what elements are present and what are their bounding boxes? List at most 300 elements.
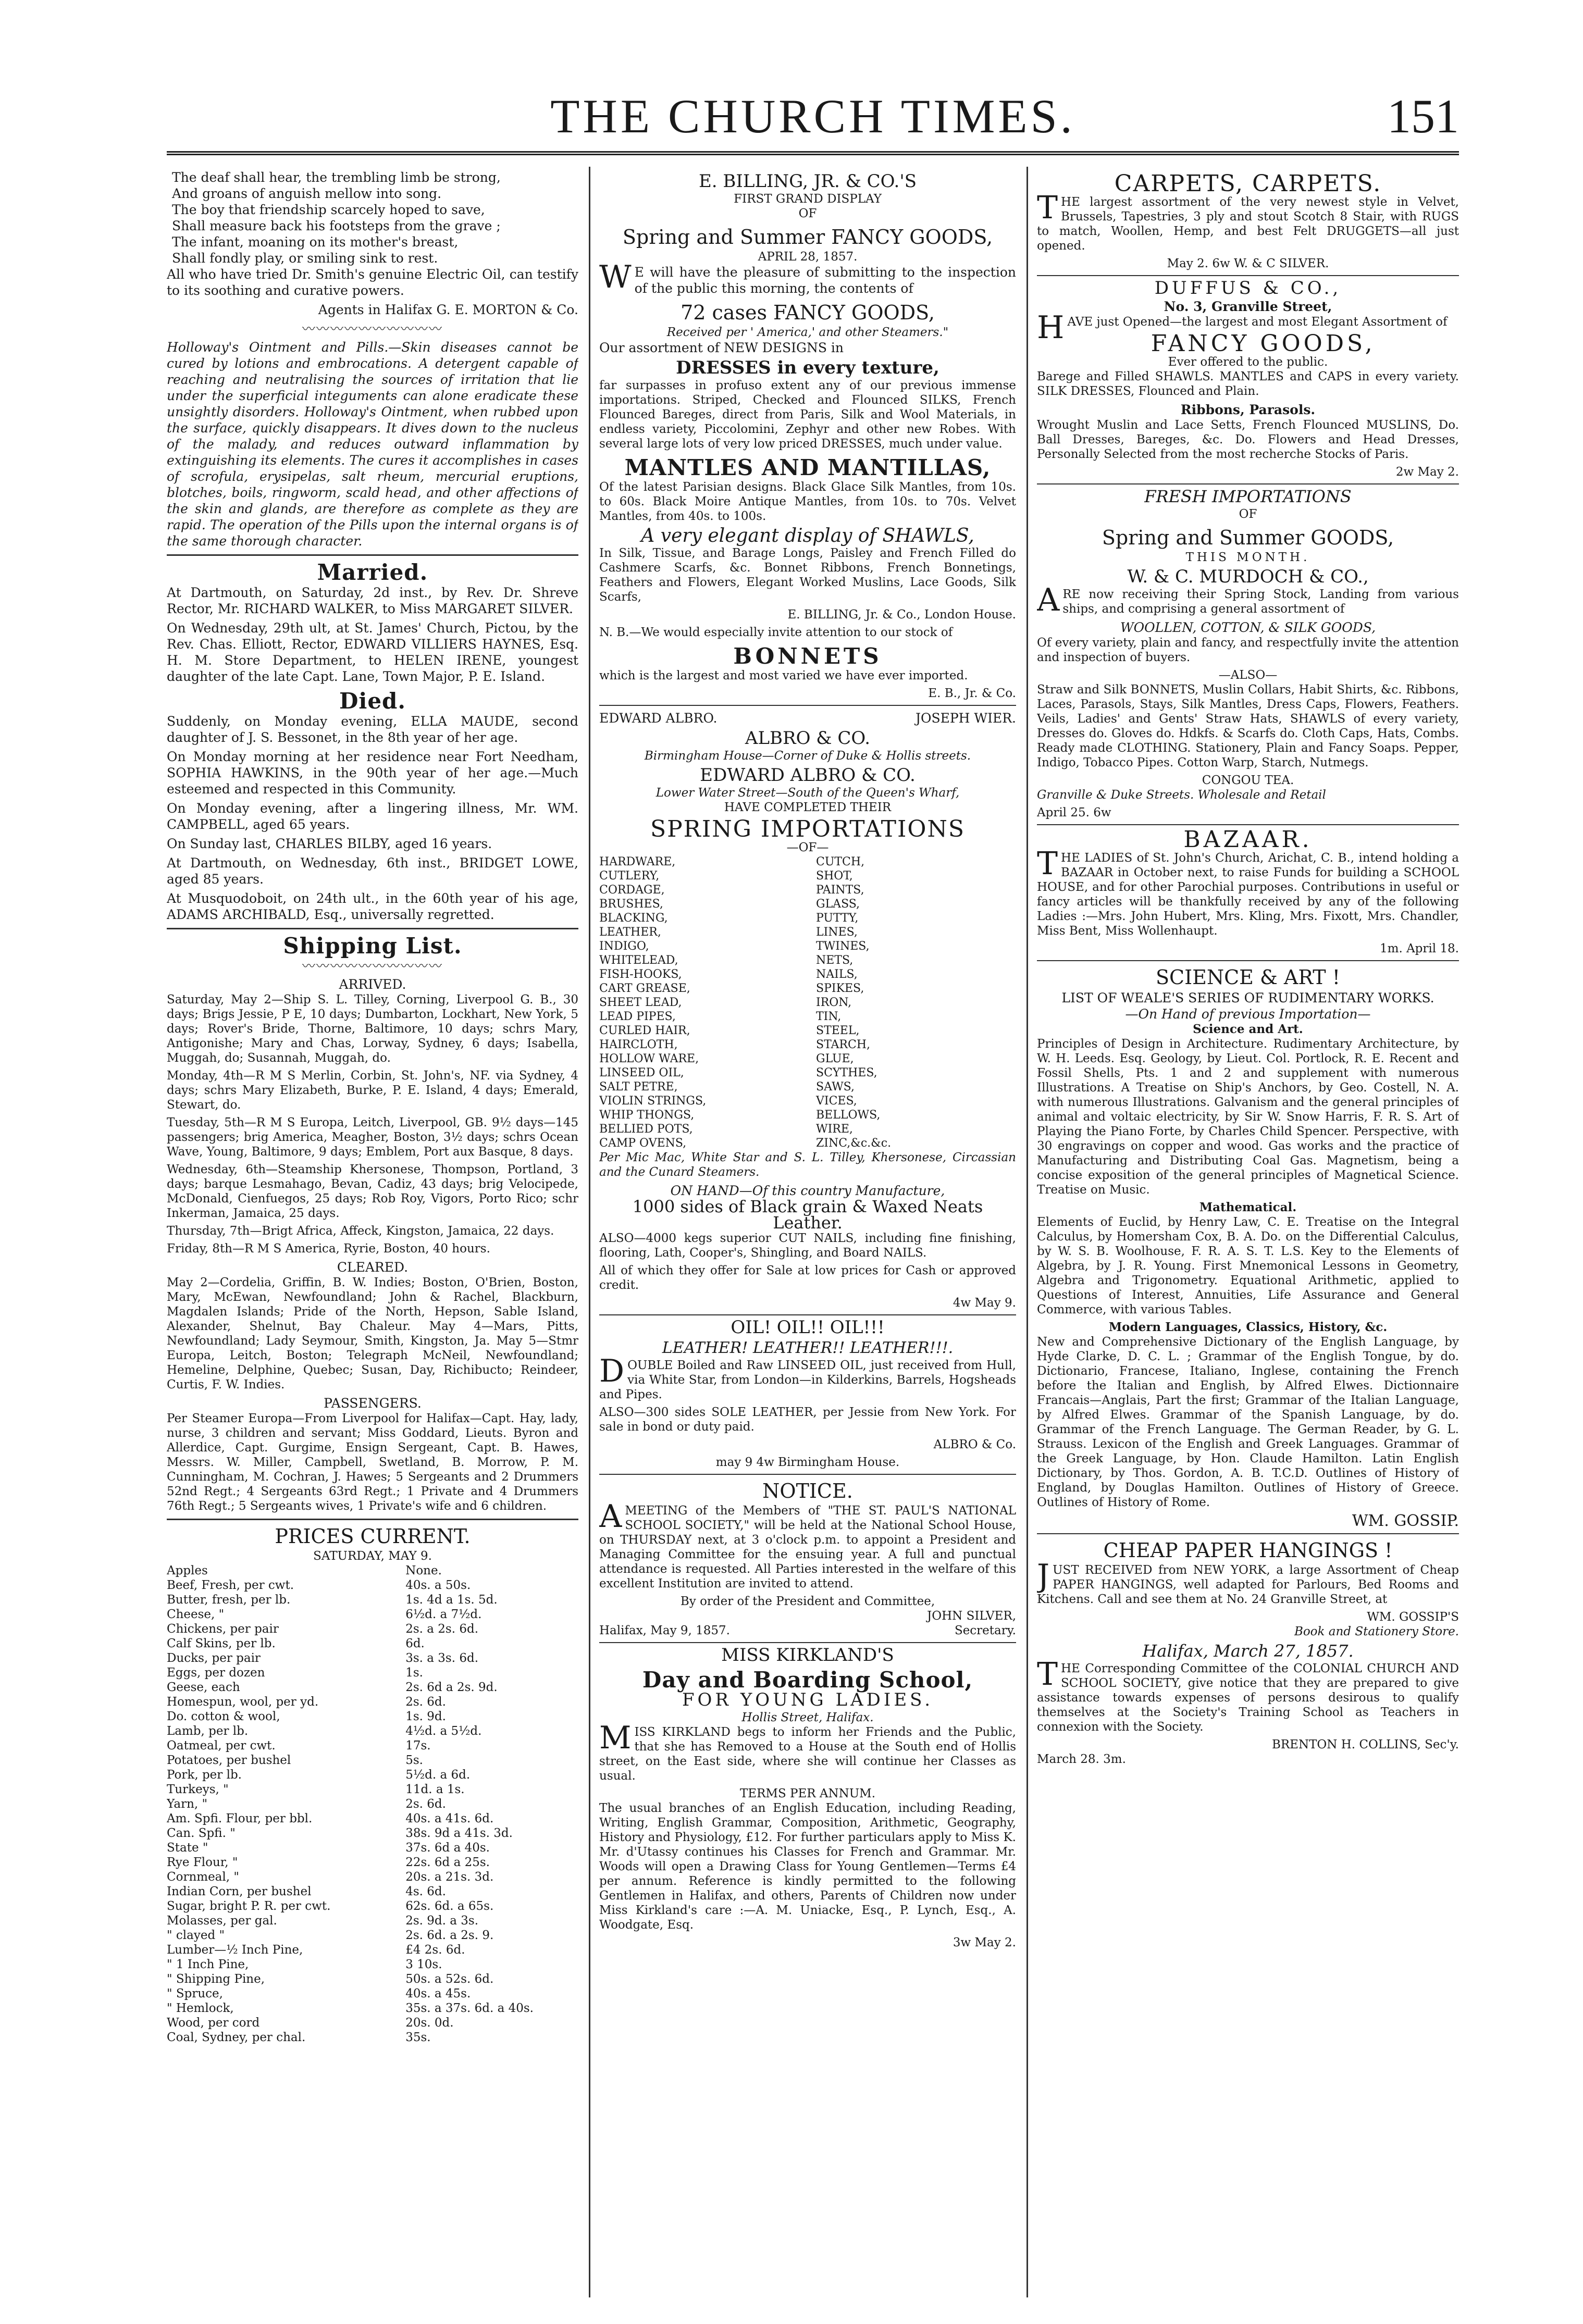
goods-item: HARDWARE, [599,855,676,868]
price-value: 11d. a 1s. [405,1783,465,1796]
died-entry: On Monday evening, after a lingering illness, Mr. WM. CAMPBELL, aged 65 years. [167,801,578,832]
page-number: 151 [1387,90,1459,143]
cleared-heading: CLEARED. [337,1260,409,1275]
goods-list-right [816,855,1016,1150]
paper-text: JUST RECEIVED from NEW YORK, a large Assortment of Cheap PAPER HANGINGS, well adapted for Parlours, Bed Rooms and Kitchens. Call and see them at No. 24 Granville Street, at [1037,1558,1459,1606]
price-value: 2s. a 2s. 6d. [405,1622,479,1636]
price-row [167,1884,578,1899]
carpets-signature: May 2. 6w W. & C SILVER. [1167,257,1329,270]
price-item: Ducks, per pair [167,1651,261,1665]
died-list [167,713,578,923]
price-value: 5s. [405,1754,423,1767]
price-value: £4 2s. 6d. [405,1943,465,1957]
weale-science-art: Science and Art. [1193,1022,1303,1036]
sale-terms: All of which they offer for Sale at low prices for Cash or approved credit. [599,1264,1016,1292]
price-item: Eggs, per dozen [167,1666,265,1680]
price-item: " Spruce, [167,1987,223,2000]
price-value: 2s. 6d. [405,1695,446,1709]
goods-item: BELLOWS, [816,1109,881,1122]
masthead [167,89,1459,146]
price-item: Cornmeal, " [167,1870,239,1884]
colonial-date: March 28. 3m. [1037,1753,1126,1766]
fresh-of: OF [1239,507,1257,521]
poem-line: Shall measure back his footsteps from the grave ; [172,218,501,233]
arrived-entry: Friday, 8th—R M S America, Ryrie, Boston, 40 hours. [167,1242,490,1256]
spring-of: —OF— [786,841,829,854]
price-row [167,1913,578,1928]
shawls-text: In Silk, Tissue, and Barage Longs, Paisley and French Filled do Cashmere Scarfs, &c. Bonnet Ribbons, French Bonnetings, Feathers and Flowers, Elegant Worked Muslins, Lace Goods, Silk Scarfs, [599,546,1016,604]
goods-item: WIRE, [816,1123,853,1136]
bonnets-heading: BONNETS [733,643,882,669]
goods-item: CAMP OVENS, [599,1137,687,1150]
billing-title: E. BILLING, JR. & CO.'S [698,171,917,192]
goods-item: ZINC,&c.&c. [816,1137,892,1150]
bazaar-heading: BAZAAR. [1183,826,1313,853]
poem-line: The deaf shall hear, the trembling limb be strong, [172,170,501,185]
price-item: " Shipping Pine, [167,1972,265,1986]
cleared-text: May 2—Cordelia, Griffin, B. W. Indies; Boston, O'Brien, Boston, Mary, McEwan, Newfoundland; John & Rachel, Blackburn, Magdalen Islands; Pride of the North, Hepson, Sable Island, Alexander, Shelnut, Bay Chaleur. May 4—Mars, Pitts, Newfoundland; Lady Seymour, Smith, Kingston, Ja. May 5—Stmr Europa, Leitch, Boston; Telegraph McNeil, Newfoundland; Hemeline, Delphine, Quebec; Susan, Day, Richibucto; Reindeer, Curtis, F. W. Indies. [167,1276,578,1391]
albro-have: HAVE COMPLETED THEIR [724,801,892,814]
billing-date: APRIL 28, 1857. [758,250,858,264]
price-value: 38s. 9d a 41s. 3d. [405,1826,513,1840]
divider [599,1642,1016,1643]
goods-item: BLACKING, [599,912,668,925]
divider [167,928,578,929]
colonial-signature: BRENTON H. COLLINS, Sec'y. [1271,1738,1459,1751]
fancy-goods-heading: FANCY GOODS, [1151,330,1376,357]
price-row [167,1607,578,1622]
price-row [167,1826,578,1841]
price-row [167,2016,578,2030]
goods-item: VIOLIN STRINGS, [599,1095,707,1108]
arrived-entry: Tuesday, 5th—R M S Europa, Leitch, Liverpool, GB. 9½ days—145 passengers; brig America, Meagher, Boston, 3½ days; schrs Ocean Wave, Young, Baltimore, 9 days; Emblem, Port aux Basque, 8 days. [167,1116,578,1159]
albro-address-2: Lower Water Street—South of the Queen's Wharf, [656,786,960,800]
arrived-entry: Saturday, May 2—Ship S. L. Tilley, Corning, Liverpool G. B., 30 days; Brigs Jessie, P E, 10 days; Dumbarton, Lockhart, New York, 5 days; Rover's Bride, Thorne, Baltimore, 10 days; schrs Mary, Antigonishe; Mary and Chas, Lorway, Sydney, 6 days; Isabella, Muggah, do; Susannah, Muggah, do. [167,993,578,1065]
terms-text: The usual branches of an English Education, including Reading, Writing, English Grammar, Composition, Arithmetic, Geography, History and Physiology, £12. For further particulars apply to Miss K. Mr. d'Utassy continues his Classes for French and Grammar. Mr. Woods will open a Drawing Class for Young Gentlemen—Terms £4 per annum. Reference is kindly permitted to the following Gentlemen in Halifax, and others, Parents of Children now under Miss Kirkland's care :—A. M. Uniacke, Esq., P. Lynch, Esq., A. Woodgate, Esq. [599,1801,1016,1932]
price-row [167,1841,578,1855]
murdoch-text: ARE now receiving their Spring Stock, Landing from various ships, and comprising a general assortment of [1037,582,1459,618]
price-value: 50s. a 52s. 6d. [405,1972,494,1986]
fancy-date: 2w May 2. [1395,465,1459,479]
price-value: None. [405,1564,442,1577]
goods-item: TWINES, [816,940,870,953]
price-row [167,1622,578,1636]
divider [167,1519,578,1520]
prices-table [167,1563,578,2045]
divider [599,705,1016,706]
divider [599,1474,1016,1475]
price-row [167,1724,578,1738]
price-row [167,1651,578,1666]
price-item: Homespun, wool, per yd. [167,1695,319,1709]
goods-item: LEATHER, [599,926,661,939]
price-row [167,1709,578,1724]
holloway-ad: Holloway's Ointment and Pills.—Skin diseases cannot be cured by lotions and embrocations. A detergent capable of reaching and neutralising the sources of irritation that lie under the superficial integuments can alone eradicate these unsightly disorders. Holloway's Ointment, when rubbed upon the surface, quickly disappears. It dives down to the nucleus of the malady, and reduces outward inflammation by extinguishing its elements. The cures it accomplishes in cases of scrofula, erysipelas, salt rheum, mercurial eruptions, blotches, boils, ringworm, scald head, and other affections of the skin and glands, are therefore as complete as they are rapid. The operation of the Pills upon the internal organs is of the same thorough character. [167,340,578,549]
kirkland-text: MISS KIRKLAND begs to inform her Friends and the Public, that she has Removed to a House at the South end of Hollis street, on the East side, where she will continue her Classes as usual. [599,1720,1016,1783]
price-row [167,1578,578,1593]
notice-heading: NOTICE. [762,1480,853,1502]
nb-note: N. B.—We would especially invite attention to our stock of [599,626,953,639]
murdoch-list: Straw and Silk BONNETS, Muslin Collars, Habit Shirts, &c. Ribbons, Laces, Parasols, Stays, Silk Mantles, Dress Caps, Flowers, Feathers. Veils, Ladies' and Gents' Straw Hats, SHAWLS of every variety, Dresses do. Gloves do. Hdkfs. & Scarfs do. Cloth Caps, Hats, Combs. Ready made CLOTHING. Stationery, Plain and Fancy Soaps. Pepper, Indigo, Tobacco Pipes. Cotton Warp, Starch, Nutmegs. [1037,683,1459,769]
murdoch-goods: WOOLLEN, COTTON, & SILK GOODS, [1120,620,1376,635]
arrived-list [167,992,578,1256]
fresh-month: THIS MONTH. [1185,551,1310,564]
price-row [167,1768,578,1782]
wavy-divider: 〰〰〰〰〰〰〰〰〰〰 [302,959,443,974]
goods-item: CURLED HAIR, [599,1024,690,1037]
arrived-entry: Wednesday, 6th—Steamship Khersonese, Thompson, Portland, 3 days; barque Lesmahago, Bevan, Cadiz, 43 days; brig Velocipede, McDonald, Cienfuegos, 25 days; Rob Roy, Vigors, Porto Rico; schr Inkerman, Jamaica, 25 days. [167,1163,578,1220]
albro-signature-2: may 9 4w Birmingham House. [715,1456,900,1469]
sole-leather-text: ALSO—300 sides SOLE LEATHER, per Jessie from New York. For sale in bond or duty paid. [599,1406,1016,1434]
price-item: Yarn, " [167,1797,208,1811]
goods-item: CORDAGE, [599,884,665,897]
halifax-date: Halifax, March 27, 1857. [1142,1641,1354,1661]
price-item: Potatoes, per bushel [167,1754,291,1767]
albro-left: EDWARD ALBRO. [599,711,718,726]
kirkland-street: Hollis Street, Halifax. [741,1711,874,1724]
price-value: 4s. 6d. [405,1885,446,1898]
murdoch-also: —ALSO— [1218,668,1278,682]
goods-item: STEEL, [816,1024,860,1037]
arrived-heading: ARRIVED. [339,977,406,992]
price-row [167,1680,578,1695]
oil-heading: OIL! OIL!! OIL!!! [731,1317,885,1338]
bonnets-text: which is the largest and most varied we have ever imported. [599,669,968,682]
shipping-heading: Shipping List. [283,933,462,959]
goods-item: SHEET LEAD, [599,996,682,1009]
prices-date: SATURDAY, MAY 9. [313,1549,432,1563]
mantles-heading: MANTLES AND MANTILLAS, [624,455,991,480]
price-row [167,1753,578,1768]
goods-item: STARCH, [816,1038,871,1051]
terms-date: 3w May 2. [953,1936,1016,1949]
on-hand: ON HAND—Of this country Manufacture, [670,1183,945,1198]
prices-heading: PRICES CURRENT. [275,1525,471,1548]
column-3 [1037,169,1459,2295]
died-entry: On Monday morning at her residence near Fort Needham, SOPHIA HAWKINS, in the 90th year of her age.—Much esteemed and respected in this Community. [167,749,578,797]
price-value: 35s. a 37s. 6d. a 40s. [405,2002,534,2015]
married-heading: Married. [317,560,428,585]
billing-sub-of: OF [798,207,817,220]
poem-line: And groans of anguish mellow into song. [172,186,442,201]
duffus-text: HAVE just Opened—the largest and most Elegant Assortment of [1037,309,1448,346]
albro-right: JOSEPH WIER. [915,711,1016,726]
price-value: 2s. 6d. a 2s. 9. [405,1929,494,1942]
paper-heading: CHEAP PAPER HANGINGS ! [1103,1539,1393,1562]
died-entry: Suddenly, on Monday evening, ELLA MAUDE, second daughter of J. S. Bessonet, in the 8th year of her age. [167,714,578,745]
price-value: 62s. 6d. a 65s. [405,1899,494,1913]
poem-line: Shall fondly play, or smiling sink to rest. [172,251,438,266]
goods-item: SCYTHES, [816,1066,877,1079]
married-entry: On Wednesday, 29th ult, at St. James' Church, Pictou, by the Rev. Chas. Elliott, Rector, EDWARD VILLIERS HAYNES, Esq. H. M. Store Department, to HELEN IRENE, youngest daughter of the late Capt. Lane, Town Major, P. E. Island. [167,620,578,684]
poem-line: The boy that friendship scarcely hoped to save, [172,202,485,217]
price-item: Lumber—½ Inch Pine, [167,1943,303,1957]
price-row [167,1695,578,1709]
price-item: Pork, per lb. [167,1768,242,1782]
price-row [167,1811,578,1826]
notice-name: JOHN SILVER, [927,1609,1016,1623]
electric-oil-agents: Agents in Halifax G. E. MORTON & Co. [318,302,578,317]
goods-item: HAIRCLOTH, [599,1038,678,1051]
column-2 [599,169,1016,2295]
goods-item: LEAD PIPES, [599,1010,676,1023]
electric-oil-ad: All who have tried Dr. Smith's genuine Electric Oil, can testify to its soothing and curative powers. [167,267,578,298]
notice-footer [599,1623,1016,1638]
price-item: " Hemlock, [167,2002,234,2015]
price-value: 40s. a 45s. [405,1987,471,2000]
wavy-divider: 〰〰〰〰〰〰〰〰〰〰 [302,321,443,337]
weale-heading: LIST OF WEALE'S SERIES OF RUDIMENTARY WORKS. [1061,990,1434,1005]
goods-item: LINSEED OIL, [599,1066,684,1079]
mantles-text: Of the latest Parisian designs. Black Glace Silk Mantles, from 10s. to 60s. Black Moire Antique Mantles, from 10s. to 70s. Velvet Mantles, from 40s. to 100s. [599,480,1016,523]
price-value: 37s. 6d a 40s. [405,1841,490,1855]
price-row [167,1666,578,1680]
goods-item: NETS, [816,954,854,967]
murdoch-text-2: Of every variety, plain and fancy, and respectfully invite the attention and inspection of buyers. [1037,636,1459,664]
terms-heading: TERMS PER ANNUM. [739,1787,876,1800]
price-row [167,1957,578,1972]
price-item: " 1 Inch Pine, [167,1958,249,1971]
price-item: Calf Skins, per lb. [167,1637,276,1650]
price-item: Indian Corn, per bushel [167,1885,312,1898]
died-entry: On Sunday last, CHARLES BILBY, aged 16 years. [167,836,492,851]
billing-details: far surpasses in profuso extent any of our previous immense importations. Striped, Checked and Flounced SILKS, French Flounced Bareges, direct from Paris, Silk and Wool Materials, in endless variety, Piccolomini, Zephyr and other new Robes. With several large lots of very low priced DRESSES, much under value. [599,379,1016,451]
price-item: State " [167,1841,208,1855]
price-value: 2s. 6d. [405,1797,446,1811]
price-item: Chickens, per pair [167,1622,279,1636]
goods-list [599,855,1016,1150]
goods-item: BRUSHES, [599,898,663,911]
weale-languages: Modern Languages, Classics, History, &c. [1108,1320,1388,1334]
died-entry: At Dartmouth, on Wednesday, 6th inst., BRIDGET LOWE, aged 85 years. [167,855,578,887]
price-row [167,2001,578,2016]
price-row [167,1636,578,1651]
price-item: Beef, Fresh, per cwt. [167,1579,294,1592]
price-value: 2s. 6d a 2s. 9d. [405,1681,498,1694]
price-item: Oatmeal, per cwt. [167,1739,276,1753]
poem-line: The infant, moaning on its mother's breast, [172,234,459,250]
price-value: 6½d. a 7½d. [405,1608,482,1621]
died-heading: Died. [339,688,406,714]
billing-intro: WE will have the pleasure of submitting to the inspection of the public this morning, the contents of [599,259,1016,296]
notice-role: Secretary. [954,1624,1016,1637]
bonnets-signature: E. B., Jr. & Co. [928,687,1016,700]
column-divider [1027,167,1028,2297]
married-entry: At Dartmouth, on Saturday, 2d inst., by Rev. Dr. Shreve Rector, Mr. RICHARD WALKER, to Miss MARGARET SILVER. [167,585,578,616]
masthead-rule [167,151,1459,155]
newspaper-title: THE CHURCH TIMES. [550,90,1075,143]
billing-received: Received per ' America,' and other Steamers." [666,326,949,339]
paper-signature-2: Book and Stationery Store. [1294,1625,1459,1638]
notice-text: AMEETING of the Members of "THE ST. PAUL'S NATIONAL SCHOOL SOCIETY," will be held at the National School House, on THURSDAY next, at 3 o'clock p.m. to appoint a President and Managing Committee for the ensuing year. A full and punctual attendance is requested. All Parties interested in the welfare of this excellent Institution are invited to attend. [599,1498,1016,1590]
goods-item: GLUE, [816,1052,854,1065]
price-value: 3s. a 3s. 6d. [405,1651,479,1665]
goods-item: IRON, [816,996,852,1009]
goods-item: SPIKES, [816,982,864,995]
price-item: Sugar, bright P. R. per cwt. [167,1899,331,1913]
goods-item: SALT PETRE, [599,1080,678,1093]
goods-item: FISH-HOOKS, [599,968,682,981]
colonial-text: THE Corresponding Committee of the COLONIAL CHURCH AND SCHOOL SOCIETY, give notice that they are prepared to give assistance towards expenses of persons desirous to qualify themselves at the Society's Training School as Teachers in connexion with the Society. [1037,1656,1459,1734]
column-1 [167,169,578,2295]
billing-dresses: DRESSES in every texture, [676,357,939,378]
price-value: 3 10s. [405,1958,442,1971]
price-item: Turkeys, " [167,1783,229,1796]
price-item: Apples [167,1564,208,1577]
goods-list-left [599,855,799,1150]
price-value: 40s. a 50s. [405,1579,471,1592]
kirkland-school: Day and Boarding School, [642,1667,973,1693]
paper-signature: WM. GOSSIP'S [1367,1610,1459,1624]
weale-languages-list: New and Comprehensive Dictionary of the English Language, by Hyde Clarke, D. C. L. ; Grammar of the English Tongue, by do. Dictionario, Francese, Italiano, Inglese, containing the French before the Italian and English, by Alfred Elwes. Dictionnaire Francais—Anglais, Part the first; Grammar of the Italian Language, by Alfred Elwes. Grammar of the Spanish Language, by do. Grammar of the French Language. The German Reader, by G. L. Strauss. Lexicon of the English and Greek Languages. Grammar of the Greek Language, by Hon. Claude Hamilton. Latin English Dictionary, by Thos. Gordon, A. B. T.C.D. Outlines of History of England, by Douglas Hamilton. Outlines of History of Greece. Outlines of History of Rome. [1037,1335,1459,1509]
goods-item: WHIP THONGS, [599,1109,695,1122]
goods-item: INDIGO, [599,940,649,953]
murdoch-address: Granville & Duke Streets. Wholesale and Retail [1037,788,1326,802]
goods-item: BELLIED POTS, [599,1123,693,1136]
bazaar-date: 1m. April 18. [1380,942,1459,955]
goods-item: VICES, [816,1095,857,1108]
albro-name-2: EDWARD ALBRO & CO. [700,765,916,786]
price-item: Cheese, " [167,1608,225,1621]
price-item: Coal, Sydney, per chal. [167,2031,306,2044]
murdoch-date: April 25. 6w [1037,806,1111,819]
price-item: Lamb, per lb. [167,1724,249,1738]
albro-address: Birmingham House—Corner of Duke & Hollis streets. [644,749,971,763]
died-entry: At Musquodoboit, on 24th ult., in the 60th year of his age, ADAMS ARCHIBALD, Esq., universally regretted. [167,891,578,922]
carpets-text: THE largest assortment of the very newest style in Velvet, Brussels, Tapestries, 3 ply and stout Scotch 8 Stair, with RUGS to match, Woollen, Hemp, and best Felt DRUGGETS—all just opened. [1037,190,1459,253]
divider [1037,275,1459,276]
price-value: 1s. 4d a 1s. 5d. [405,1593,498,1607]
price-row [167,1943,578,1957]
divider [1037,960,1459,961]
goods-item: SHOT, [816,869,853,883]
poem [167,169,578,266]
weale-science-list: Principles of Design in Architecture. Rudimentary Architecture, by W. H. Leeds. Esq. Geology, by Lieut. Col. Portlock, R. E. Recent and Fossil Shells, Pts. 1 and 2 and supplement with numerous Illustrations. A Treatise on Ship's Anchors, by Geo. Costell, N. A. with numerous Illustrations. Galvanism and the general principles of animal and voltaic electricity, by Sir W. Snow Harris, F. R. S. Art of Playing the Piano Forte, by Charles Child Spencer. Perspective, with 30 engravings on copper and wood. Gas works and the practice of Manufacturing and Distributing Coal Gas. Magnetism, being a concise exposition of the general principles of Magnetical Science. Treatise on Music. [1037,1037,1459,1197]
notice-date: Halifax, May 9, 1857. [599,1624,730,1637]
duffus-heading: DUFFUS & CO., [1154,278,1342,299]
price-row [167,1986,578,2001]
price-value: 40s. a 41s. 6d. [405,1812,494,1825]
carpets-heading: CARPETS, CARPETS. [1114,170,1382,197]
divider [1037,824,1459,825]
divider [1037,483,1459,484]
goods-item: LINES, [816,926,858,939]
price-item: Am. Spfi. Flour, per bbl. [167,1812,313,1825]
divider [167,554,578,556]
goods-item: WHITELEAD, [599,954,678,967]
price-row [167,1855,578,1870]
linseed-text: DOUBLE Boiled and Raw LINSEED OIL, just received from Hull, via White Star, from London—in Kilderkins, Barrels, Hogsheads and Pipes. [599,1353,1016,1401]
divider [1037,1533,1459,1534]
passengers-heading: PASSENGERS. [324,1396,422,1411]
spring-heading: SPRING IMPORTATIONS [650,816,966,842]
price-row [167,1899,578,1913]
goods-item: PAINTS, [816,884,864,897]
price-item: Molasses, per gal. [167,1914,277,1928]
price-value: 1s. 9d. [405,1710,446,1723]
leather-sides: 1000 sides of Black grain & Waxed Neats Leather. [632,1197,983,1233]
weale-math: Mathematical. [1199,1200,1297,1214]
divider [599,1314,1016,1315]
price-item: Geese, each [167,1681,240,1694]
married-list [167,585,578,685]
fancy-goods-sub: Ever offered to the public. [1168,355,1328,369]
passengers-text: Per Steamer Europa—From Liverpool for Halifax—Capt. Hay, lady, nurse, 3 children and servant; Miss Goddard, Lieuts. Byron and Allerdice, Capt. Gurgime, Ensign Sergeant, Capt. B. Hawes, Messrs. W. Miller, Campbell, Swetland, B. Morrow, P. M. Cunningham, M. Cochran, J. Hawes; 5 Sergeants and 2 Drummers 52nd Regt.; 4 Sergeants 63rd Regt.; 1 Private and 4 Drummers 76th Regt.; 5 Sergeants wives, 1 Private's wife and 6 children. [167,1412,578,1513]
price-row [167,1797,578,1811]
nails-text: ALSO—4000 kegs superior CUT NAILS, including fine finishing, flooring, Lath, Cooper's, Shingling, and Board NAILS. [599,1232,1016,1260]
albro-name: ALBRO & CO. [745,728,871,749]
price-row [167,1738,578,1753]
science-heading: SCIENCE & ART ! [1156,966,1340,989]
fancy-goods-list-2: Wrought Muslin and Lace Setts, French Flounced MUSLINS, Do. Ball Dresses, Bareges, &c. Do. Flowers and Head Dresses, Personally Selected from the most recherche Stocks of Paris. [1037,418,1459,461]
goods-item: PUTTY, [816,912,859,925]
kirkland-heading: MISS KIRKLAND'S [721,1645,894,1666]
price-value: 5½d. a 6d. [405,1768,471,1782]
fancy-goods-list: Barege and Filled SHAWLS. MANTLES and CAPS in every variety. SILK DRESSES, Flounced and Plain. [1037,370,1459,398]
duffus-address: No. 3, Granville Street, [1164,299,1332,314]
per-steamers: Per Mic Mac, White Star and S. L. Tilley, Khersonese, Circassian and the Cunard Steamers. [599,1151,1016,1179]
price-item: Can. Spfi. " [167,1826,236,1840]
price-value: 20s. 0d. [405,2016,454,2030]
shawls-signature: E. BILLING, Jr. & Co., London House. [787,608,1016,622]
goods-item: NAILS, [816,968,858,981]
price-value: 2s. 9d. a 3s. [405,1914,479,1928]
price-item: Rye Flour, " [167,1856,238,1869]
billing-sub: FIRST GRAND DISPLAY [734,192,882,206]
murdoch-heading: W. & C. MURDOCH & CO., [1127,566,1369,587]
price-value: 22s. 6d a 25s. [405,1856,490,1869]
price-value: 17s. [405,1739,431,1753]
arrived-entry: Thursday, 7th—Brigt Africa, Affeck, Kingston, Jamaica, 22 days. [167,1224,554,1238]
price-item: Wood, per cord [167,2016,260,2030]
price-item: Do. cotton & wool, [167,1710,280,1723]
sale-date: 4w May 9. [953,1296,1016,1310]
price-row [167,1972,578,1986]
price-row [167,1563,578,1578]
shawls-heading: A very elegant display of SHAWLS, [641,525,974,546]
price-row [167,1782,578,1797]
price-value: 35s. [405,2031,431,2044]
goods-item: GLASS, [816,898,860,911]
arrived-entry: Monday, 4th—R M S Merlin, Corbin, St. John's, NF. via Sydney, 4 days; schrs Mary Elizabeth, Burke, P. E. Island, 4 days; Emerald, Stewart, do. [167,1069,578,1112]
billing-heading: Spring and Summer FANCY GOODS, [622,226,993,248]
weale-hand: —On Hand of previous Importation— [1125,1006,1371,1022]
leather-heading: LEATHER! LEATHER!! LEATHER!!!. [662,1339,954,1357]
kirkland-for: FOR YOUNG LADIES. [682,1689,934,1710]
goods-item: HOLLOW WARE, [599,1052,699,1065]
weale-signature: WM. GOSSIP. [1352,1512,1459,1530]
price-value: 20s. a 21s. 3d. [405,1870,494,1884]
fancy-ribbons: Ribbons, Parasols. [1180,402,1316,417]
goods-item: TIN, [816,1010,842,1023]
column-divider [589,167,590,2297]
price-row [167,1870,578,1884]
price-value: 4½d. a 5½d. [405,1724,482,1738]
goods-item: CUTLERY, [599,869,660,883]
price-row [167,2030,578,2045]
price-row [167,1928,578,1943]
goods-item: CUTCH, [816,855,865,868]
price-value: 6d. [405,1637,425,1650]
albro-signature: ALBRO & Co. [933,1438,1016,1451]
weale-math-list: Elements of Euclid, by Henry Law, C. E. Treatise on the Integral Calculus, by Homersham Cox, B. A. Do. on the Differential Calculus, by W. S. B. Woolhouse, F. R. A. S. T. L.S. Key to the Elements of Algebra, by J. R. Young. First Mnemonical Lessons in Geometry, Algebra and Trigonometry. Equational Arithmetic, applied to Questions of Interest, Annuities, Life Assurance and General Commerce, with various Tables. [1037,1215,1459,1316]
price-item: Butter, fresh, per lb. [167,1593,291,1607]
murdoch-congou: CONGOU TEA. [1202,774,1294,787]
goods-item: SAWS, [816,1080,855,1093]
bazaar-text: THE LADIES of St. John's Church, Arichat, C. B., intend holding a BAZAAR in October next, to raise Funds for building a SCHOOL HOUSE, and for other Parochial purposes. Contributions in useful or fancy articles will be thankfully received by any of the following Ladies :—Mrs. John Hubert, Mrs. Kling, Mrs. Fixott, Mrs. Chandler, Miss Bent, Miss Wollenhaupt. [1037,846,1459,938]
albro-partners [599,710,1016,726]
billing-cases: 72 cases FANCY GOODS, [681,301,935,324]
